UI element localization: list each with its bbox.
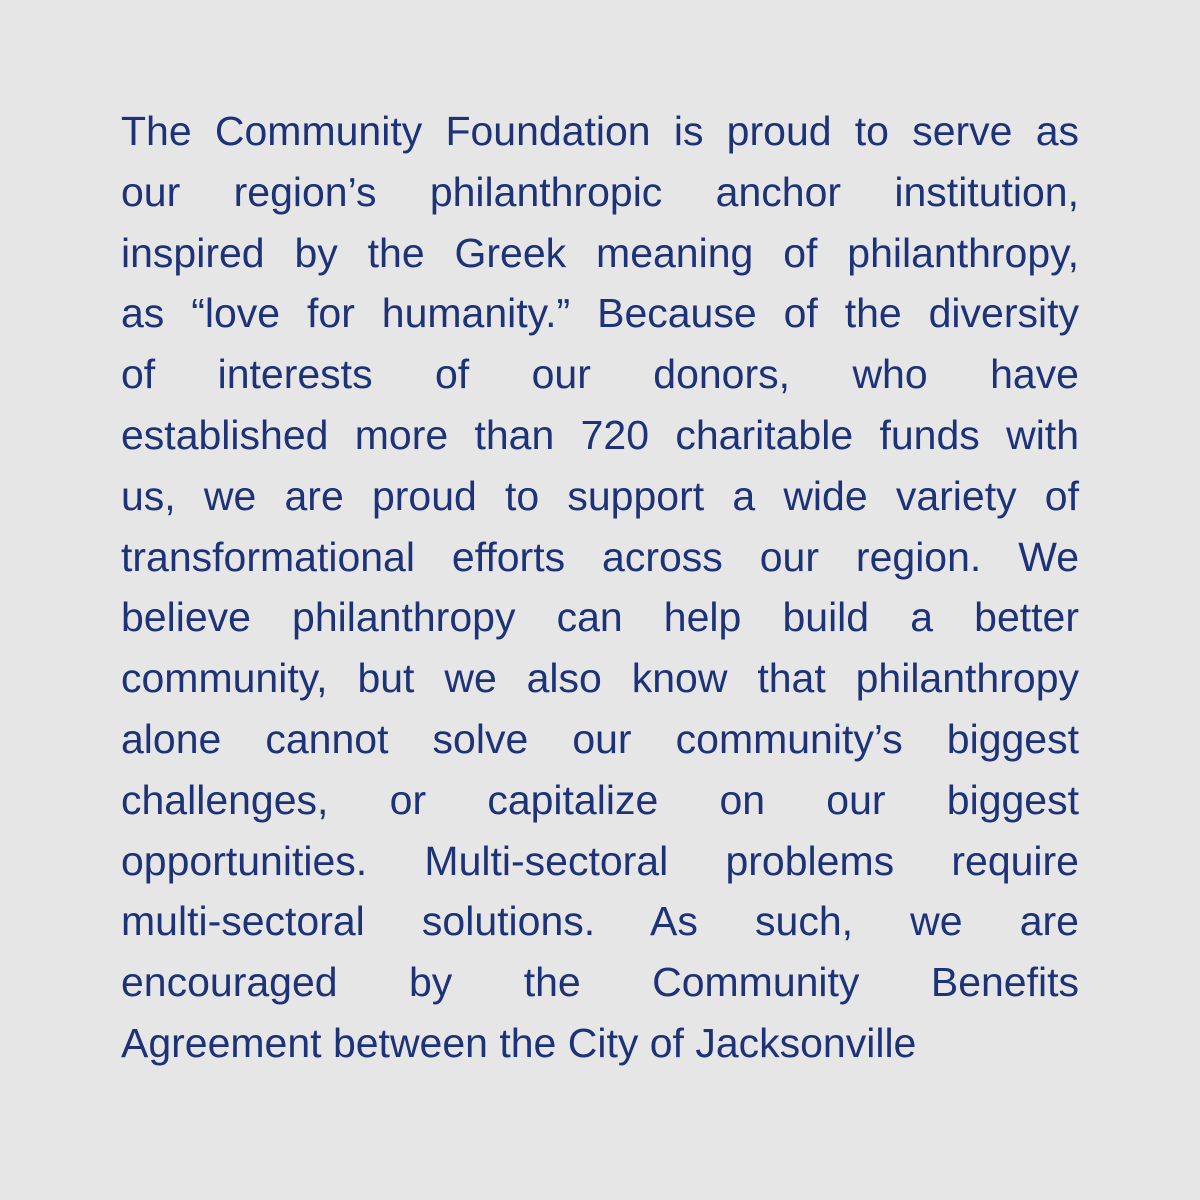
statement-line: believe philanthropy can help build a better bbox=[121, 594, 1079, 641]
statement-line: of interests of our donors, who have bbox=[121, 351, 1079, 398]
statement-line: opportunities. Multi-sectoral problems require bbox=[121, 837, 1079, 884]
statement-line: our region’s philanthropic anchor institution, bbox=[121, 168, 1079, 215]
statement-line: The Community Foundation is proud to serve as bbox=[121, 108, 1079, 154]
statement-line: transformational efforts across our region. We bbox=[121, 533, 1079, 580]
statement-line: inspired by the Greek meaning of philanthropy, bbox=[121, 229, 1079, 276]
statement-paragraph bbox=[121, 101, 1079, 1074]
statement-line: as “love for humanity.” Because of the diversity bbox=[121, 290, 1079, 337]
statement-line: us, we are proud to support a wide variety of bbox=[121, 472, 1079, 519]
statement-line: Agreement between the City of Jacksonville bbox=[121, 1019, 917, 1066]
statement-line: challenges, or capitalize on our biggest bbox=[121, 776, 1079, 823]
statement-line: alone cannot solve our community’s biggest bbox=[121, 715, 1079, 762]
statement-line: established more than 720 charitable funds with bbox=[121, 411, 1079, 458]
statement-line: community, but we also know that philanthropy bbox=[121, 655, 1079, 702]
statement-line: encouraged by the Community Benefits bbox=[121, 959, 1079, 1006]
statement-line: multi-sectoral solutions. As such, we are bbox=[121, 898, 1079, 945]
